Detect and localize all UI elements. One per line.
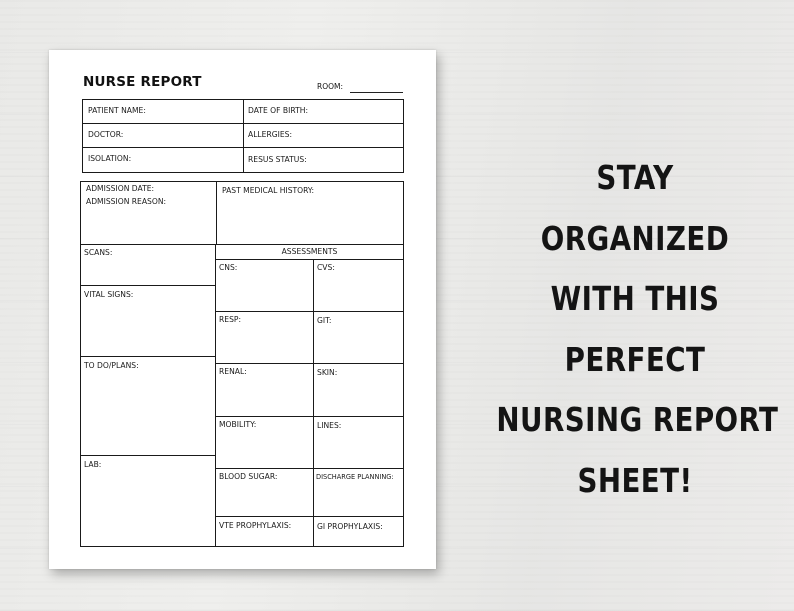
assessments-heading: ASSESSMENTS [281,247,338,256]
nurse-report-sheet [49,50,436,569]
admission-reason-label: ADMISSION REASON: [86,197,167,206]
resp-label: RESP: [219,315,242,324]
slogan-line-5: NURSING REPORT [496,400,779,439]
patient-info-col-divider [243,99,244,173]
cvs-label: CVS: [317,263,335,272]
admission-date-label: ADMISSION DATE: [86,184,155,193]
admission-row-divider [80,244,404,245]
vitals-row-divider [80,356,216,357]
allergies-label: ALLERGIES: [248,130,293,139]
assessments-row-divider [215,363,404,364]
promo-slogan [496,148,779,511]
past-medical-history-label: PAST MEDICAL HISTORY: [222,186,315,195]
slogan-line-6: SHEET! [577,460,693,500]
lab-label: LAB: [84,460,102,469]
vte-prophylaxis-label: VTE PROPHYLAXIS: [219,521,292,530]
slogan-line-4: PERFECT [564,339,706,379]
mobility-label: MOBILITY: [219,420,257,429]
scans-row-divider [80,285,216,286]
room-label: ROOM: [317,82,344,91]
assessments-col-divider [313,259,314,547]
assessments-row-divider [215,516,404,517]
assessments-header-divider [215,259,404,260]
git-label: GIT: [317,316,332,325]
room-blank-line [350,92,403,93]
slogan-line-3: WITH THIS [550,279,720,318]
skin-label: SKIN: [317,368,338,377]
to-do-plans-label: TO DO/PLANS: [84,361,139,370]
resus-status-label: RESUS STATUS: [248,155,307,164]
lines-label: LINES: [317,421,342,430]
assessments-row-divider [215,416,404,417]
assessments-row-divider [215,468,404,469]
sheet-title: NURSE REPORT [83,74,202,90]
slogan-line-1: STAY [596,158,674,197]
slogan-line-2: ORGANIZED [540,218,730,258]
isolation-label: ISOLATION: [88,154,132,163]
gi-prophylaxis-label: GI PROPHYLAXIS: [317,522,383,531]
discharge-planning-label: DISCHARGE PLANNING: [316,473,394,481]
left-col-divider [215,244,216,547]
doctor-label: DOCTOR: [88,130,124,139]
patient-name-label: PATIENT NAME: [88,106,146,115]
blood-sugar-label: BLOOD SUGAR: [219,472,278,481]
assessments-row-divider [215,311,404,312]
cns-label: CNS: [219,263,238,272]
todo-row-divider [80,455,216,456]
renal-label: RENAL: [219,367,247,376]
vital-signs-label: VITAL SIGNS: [84,290,134,299]
scans-label: SCANS: [84,248,113,257]
admission-col-divider [216,181,217,244]
date-of-birth-label: DATE OF BIRTH: [248,106,309,115]
